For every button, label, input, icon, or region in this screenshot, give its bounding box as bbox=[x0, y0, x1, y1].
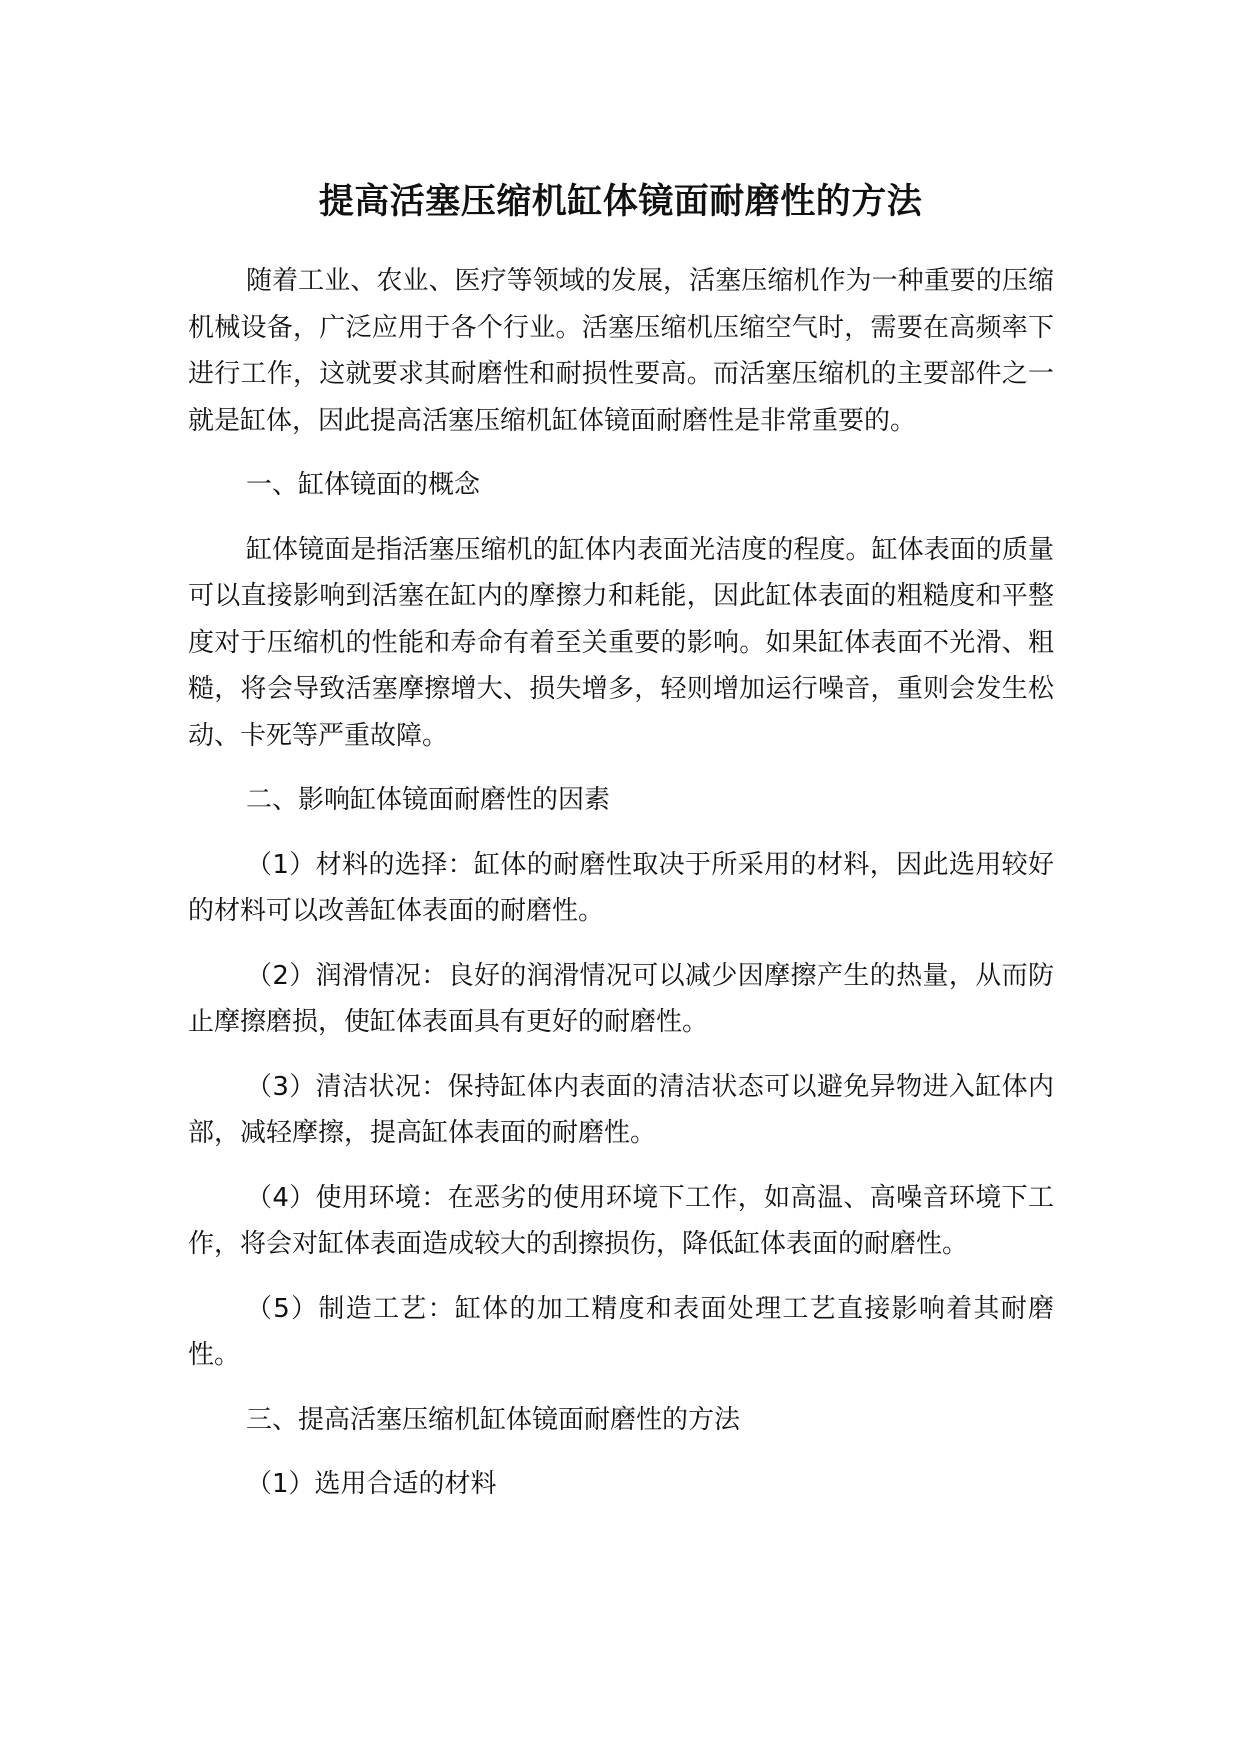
section-3-heading: 三、提高活塞压缩机缸体镜面耐磨性的方法 bbox=[246, 1404, 741, 1435]
intro-paragraph: 随着工业、农业、医疗等领域的发展，活塞压缩机作为一种重要的压缩机械设备，广泛应用于各个行业。活塞压缩机压缩空气时，需要在高频率下进行工作，这就要求其耐磨性和耐损性要高。而活塞压缩机的主要部件之一就是缸体，因此提高活塞压缩机缸体镜面耐磨性是非常重要的。 bbox=[188, 266, 1054, 436]
section-1-paragraph: 缸体镜面是指活塞压缩机的缸体内表面光洁度的程度。缸体表面的质量可以直接影响到活塞在缸内的摩擦力和耗能，因此缸体表面的粗糙度和平整度对于压缩机的性能和寿命有着至关重要的影响。如果缸体表面不光滑、粗糙，将会导致活塞摩擦增大、损失增多，轻则增加运行噪音，重则会发生松动、卡死等严重故障。 bbox=[188, 534, 1054, 751]
section-2-item-2: （2）润滑情况：良好的润滑情况可以减少因摩擦产生的热量，从而防止摩擦磨损，使缸体表面具有更好的耐磨性。 bbox=[188, 960, 1054, 1037]
document-title: 提高活塞压缩机缸体镜面耐磨性的方法 bbox=[318, 182, 923, 222]
section-2-heading: 二、影响缸体镜面耐磨性的因素 bbox=[246, 785, 611, 815]
section-2-item-1: （1）材料的选择：缸体的耐磨性取决于所采用的材料，因此选用较好的材料可以改善缸体表面的耐磨性。 bbox=[188, 849, 1054, 926]
document-body bbox=[188, 258, 1054, 1526]
section-2-item-3: （3）清洁状况：保持缸体内表面的清洁状态可以避免异物进入缸体内部，减轻摩擦，提高缸体表面的耐磨性。 bbox=[188, 1071, 1054, 1148]
section-2-item-4: （4）使用环境：在恶劣的使用环境下工作，如高温、高噪音环境下工作，将会对缸体表面造成较大的刮擦损伤，降低缸体表面的耐磨性。 bbox=[188, 1182, 1054, 1259]
section-2-item-5: （5）制造工艺：缸体的加工精度和表面处理工艺直接影响着其耐磨性。 bbox=[188, 1293, 1054, 1370]
section-1-heading: 一、缸体镜面的概念 bbox=[246, 470, 481, 500]
section-3-item-1: （1）选用合适的材料 bbox=[246, 1469, 497, 1499]
